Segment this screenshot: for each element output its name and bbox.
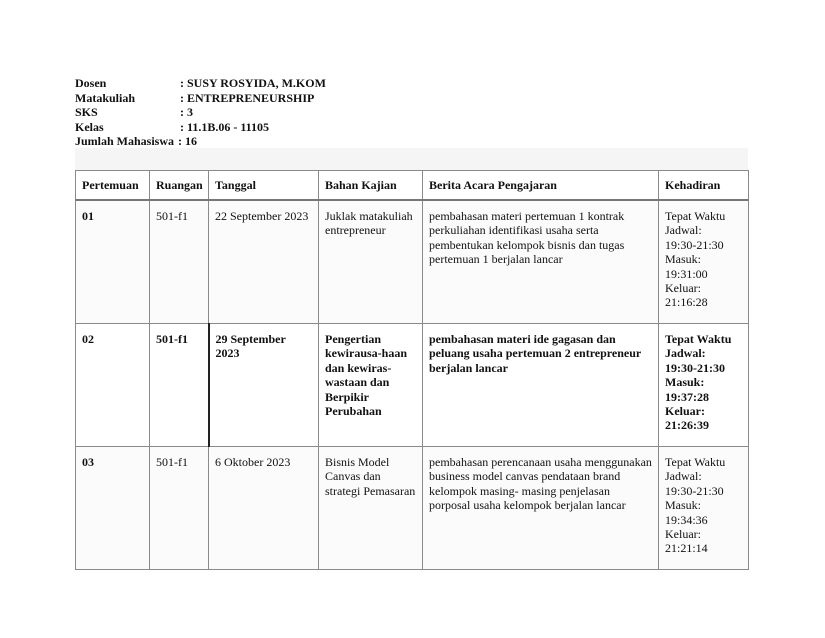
kehadiran-masuk: 19:31:00	[665, 266, 708, 281]
info-row-kelas	[75, 120, 326, 135]
kehadiran-status: Tepat Waktu	[665, 209, 726, 223]
sks-value: : 3	[180, 105, 193, 120]
cell-bahan-kajian: Pengertian kewirausa-haan dan kewiras-wastaan dan Berpikir Perubahan	[319, 324, 423, 447]
kehadiran-keluar: 21:26:39	[665, 418, 709, 433]
jumlah-value: : 16	[178, 134, 198, 149]
kehadiran-status: Tepat Waktu	[665, 455, 726, 469]
cell-pertemuan: 02	[76, 324, 150, 447]
cell-ruangan: 501-f1	[150, 447, 209, 570]
cell-berita-acara: pembahasan materi ide gagasan dan peluang usaha pertemuan 2 entrepreneur berjalan lancar	[423, 324, 659, 447]
kehadiran-jadwal: 19:30-21:30	[665, 360, 725, 375]
info-row-dosen	[75, 76, 326, 91]
cell-bahan-kajian: Juklak matakuliah entrepreneur	[319, 200, 423, 324]
dosen-label: Dosen	[75, 76, 107, 90]
info-row-jumlah	[75, 134, 326, 149]
cell-berita-acara: pembahasan materi pertemuan 1 kontrak perkuliahan identifikasi usaha serta pembentukan kelompok bisnis dan tugas pertemuan 1 berjalan lancar	[423, 200, 659, 324]
cell-bahan-kajian: Bisnis Model Canvas dan strategi Pemasaran	[319, 447, 423, 570]
cell-kehadiran	[659, 324, 749, 447]
attendance-table	[75, 170, 749, 570]
kehadiran-status: Tepat Waktu	[665, 332, 732, 346]
kelas-label: Kelas	[75, 119, 104, 134]
info-row-sks	[75, 105, 326, 120]
cell-kehadiran	[659, 200, 749, 324]
cell-ruangan: 501-f1	[150, 200, 209, 324]
kehadiran-jadwal: 19:30-21:30	[665, 237, 724, 252]
header-pertemuan: Pertemuan	[76, 171, 150, 201]
kehadiran-keluar: 21:21:14	[665, 541, 708, 556]
cell-tanggal: 6 Oktober 2023	[209, 447, 319, 570]
kehadiran-keluar-label: Keluar:	[665, 404, 705, 419]
cell-berita-acara: pembahasan perencanaan usaha menggunakan business model canvas pendataan brand kelompok masing- masing penjelasan porposal usaha kelompok berjalan lancar	[423, 447, 659, 570]
kehadiran-keluar-label: Keluar:	[665, 281, 701, 296]
course-info	[75, 76, 326, 149]
header-bahan-kajian: Bahan Kajian	[319, 171, 423, 201]
matakuliah-label: Matakuliah	[75, 90, 136, 105]
cell-tanggal: 29 September 2023	[209, 324, 319, 447]
cell-pertemuan: 01	[76, 200, 150, 324]
kehadiran-masuk-label: Masuk:	[665, 252, 701, 267]
kelas-value: : 11.1B.06 - 11105	[180, 119, 270, 134]
matakuliah-value: : ENTREPRENEURSHIP	[180, 90, 315, 105]
header-berita-acara: Berita Acara Pengajaran	[423, 171, 659, 201]
header-tanggal: Tanggal	[209, 171, 319, 201]
kehadiran-jadwal-label: Jadwal:	[665, 223, 702, 238]
info-row-matakuliah	[75, 91, 326, 106]
cell-pertemuan: 03	[76, 447, 150, 570]
kehadiran-jadwal-label: Jadwal:	[665, 469, 702, 484]
cell-tanggal: 22 September 2023	[209, 200, 319, 324]
header-ruangan: Ruangan	[150, 171, 209, 201]
kehadiran-masuk-label: Masuk:	[665, 498, 701, 513]
table-row	[76, 324, 749, 447]
cell-kehadiran	[659, 447, 749, 570]
table-row	[76, 200, 749, 324]
kehadiran-keluar-label: Keluar:	[665, 527, 701, 542]
header-kehadiran: Kehadiran	[659, 171, 749, 201]
kehadiran-jadwal: 19:30-21:30	[665, 483, 724, 498]
jumlah-label: Jumlah Mahasiswa	[75, 134, 175, 149]
kehadiran-keluar: 21:16:28	[665, 295, 708, 310]
table-header-row	[76, 171, 749, 201]
table-row	[76, 447, 749, 570]
kehadiran-masuk: 19:34:36	[665, 512, 708, 527]
kehadiran-masuk: 19:37:28	[665, 389, 709, 404]
kehadiran-jadwal-label: Jadwal:	[665, 346, 706, 361]
kehadiran-masuk-label: Masuk:	[665, 375, 705, 390]
cell-ruangan: 501-f1	[150, 324, 209, 447]
sks-label: SKS	[75, 105, 98, 120]
dosen-value: : SUSY ROSYIDA, M.KOM	[180, 76, 326, 90]
table-top-band	[75, 148, 748, 170]
